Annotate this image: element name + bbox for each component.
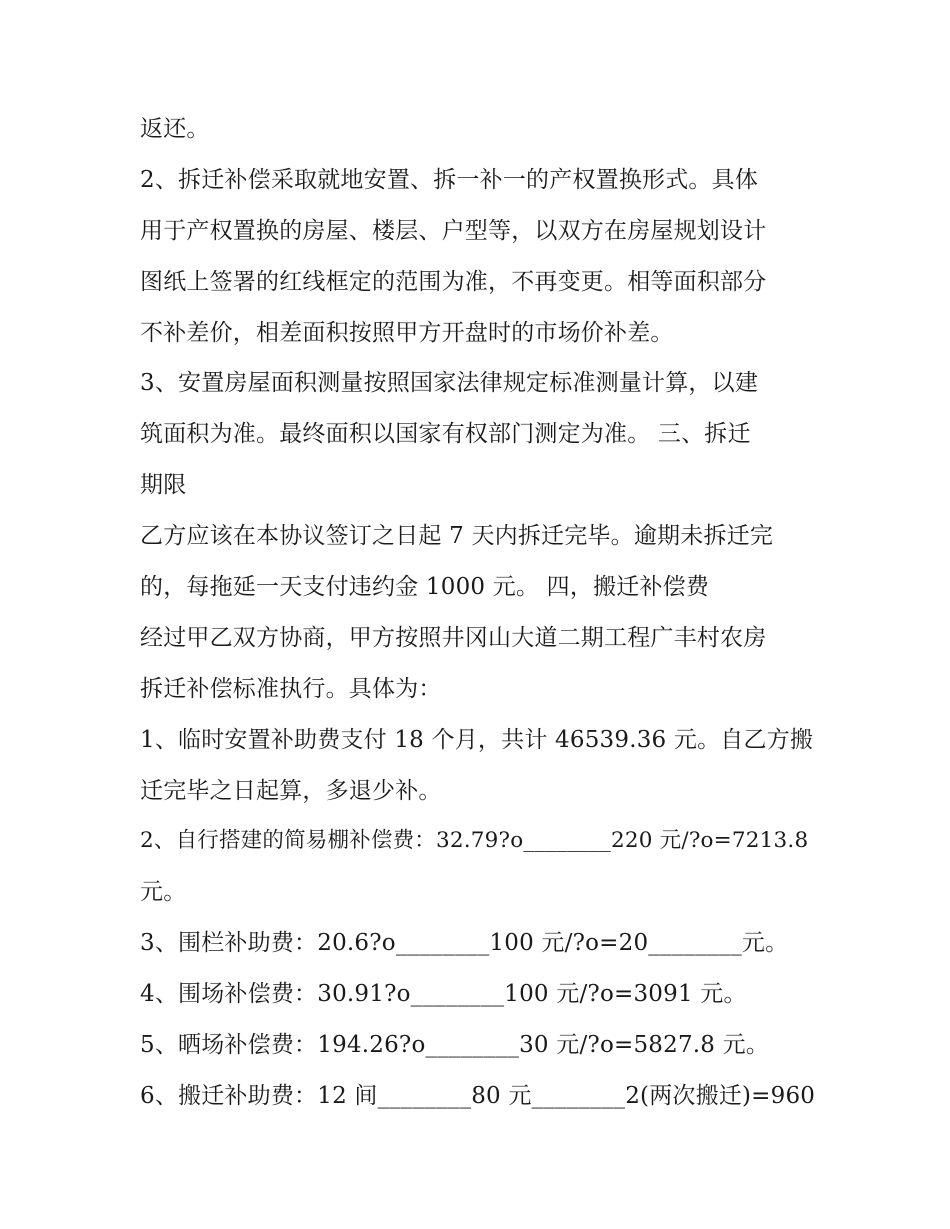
text-line-14: 迁完毕之日起算，多退少补。: [140, 777, 442, 804]
text-line-18: 4、围场补偿费：30.91?o________100 元/?o=3091 元。: [140, 981, 747, 1008]
text-line-15: 2、自行搭建的简易棚补偿费：32.79?o________220 元/?o=7213.8: [140, 828, 809, 854]
text-line-16: 元。: [140, 879, 187, 906]
text-line-13: 1、临时安置补助费支付 18 个月，共计 46539.36 元。自乙方搬: [140, 726, 814, 753]
text-line-5: 不补差价，相差面积按照甲方开盘时的市场价补差。: [140, 319, 674, 346]
text-line-17: 3、围栏补助费：20.6?o________100 元/?o=20________元。: [140, 930, 789, 957]
text-line-2: 2、拆迁补偿采取就地安置、拆一补一的产权置换形式。具体: [140, 166, 759, 193]
text-line-8: 期限: [140, 472, 187, 499]
text-line-11: 经过甲乙双方协商，甲方按照井冈山大道二期工程广丰村农房: [140, 624, 767, 651]
text-line-3: 用于产权置换的房屋、楼层、户型等，以双方在房屋规划设计: [140, 217, 767, 244]
text-line-12: 拆迁补偿标准执行。具体为：: [140, 675, 442, 702]
text-line-1: 返还。: [140, 116, 210, 142]
document-body: [140, 104, 820, 1122]
text-line-9: 乙方应该在本协议签订之日起 7 天内拆迁完毕。逾期未拆迁完: [140, 523, 774, 550]
text-line-10: 的，每拖延一天支付违约金 1000 元。 四，搬迁补偿费: [140, 574, 710, 601]
text-line-4: 图纸上签署的红线框定的范围为准，不再变更。相等面积部分: [140, 268, 767, 295]
text-line-7: 筑面积为准。最终面积以国家有权部门测定为准。 三、拆迁: [140, 421, 751, 448]
text-line-19: 5、晒场补偿费：194.26?o________30 元/?o=5827.8 元。: [140, 1032, 770, 1059]
text-line-6: 3、安置房屋面积测量按照国家法律规定标准测量计算，以建: [140, 370, 759, 397]
text-line-20: 6、搬迁补助费：12 间________80 元________2(两次搬迁)=960: [140, 1082, 816, 1109]
